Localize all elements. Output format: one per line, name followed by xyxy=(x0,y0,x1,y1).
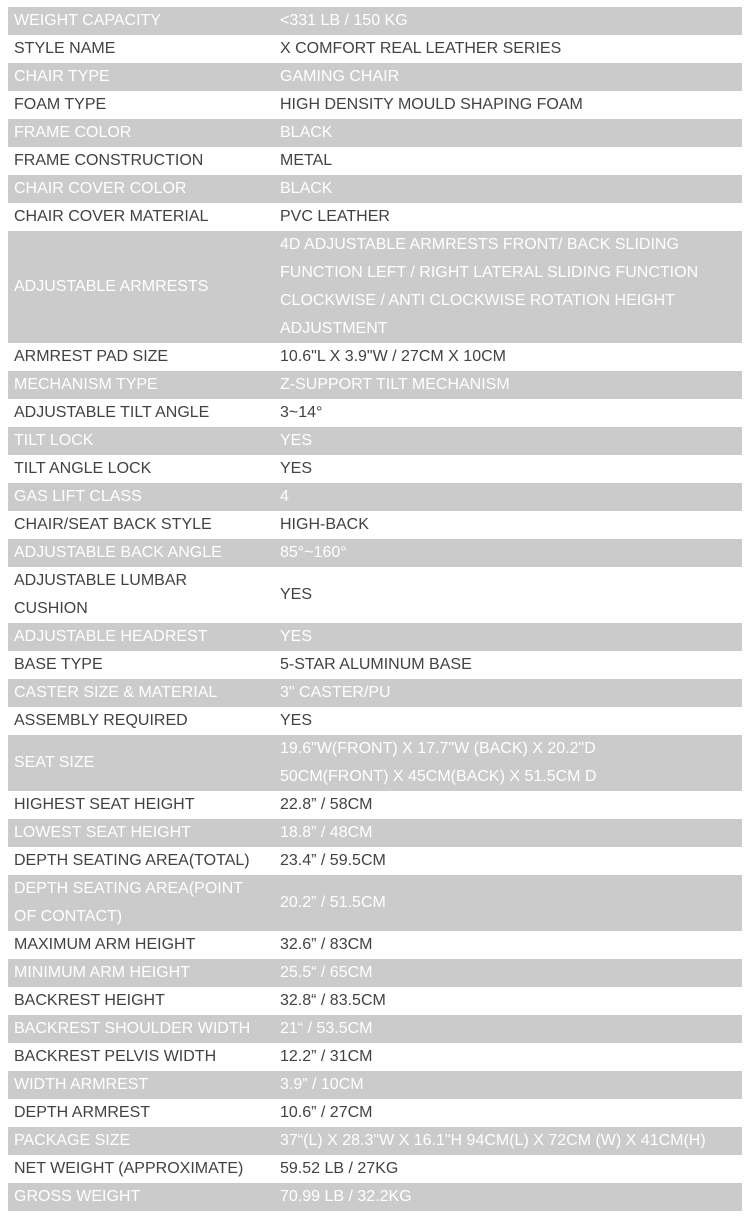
spec-label-line: MINIMUM ARM HEIGHT xyxy=(14,964,190,981)
spec-value xyxy=(268,455,742,483)
spec-row xyxy=(8,63,742,91)
spec-label-line: CHAIR TYPE xyxy=(14,68,110,85)
spec-row xyxy=(8,35,742,63)
spec-value xyxy=(268,875,742,931)
spec-row xyxy=(8,875,742,931)
spec-label xyxy=(8,987,268,1015)
spec-value-line: 3.9” / 10CM xyxy=(280,1076,364,1093)
spec-label-line: DEPTH ARMREST xyxy=(14,1104,151,1121)
spec-value-line: 19.6"W(FRONT) X 17.7"W (BACK) X 20.2"D xyxy=(280,740,596,757)
spec-value xyxy=(268,819,742,847)
spec-label-line: ASSEMBLY REQUIRED xyxy=(14,712,188,729)
spec-label-line: LOWEST SEAT HEIGHT xyxy=(14,824,191,841)
spec-value-line: YES xyxy=(280,460,313,477)
spec-row xyxy=(8,819,742,847)
spec-row xyxy=(8,707,742,735)
spec-label-line: ADJUSTABLE ARMRESTS xyxy=(14,278,209,295)
spec-value-line: FUNCTION LEFT / RIGHT LATERAL SLIDING FUNCTION xyxy=(280,264,699,281)
spec-label xyxy=(8,455,268,483)
spec-value xyxy=(268,735,742,791)
spec-label xyxy=(8,399,268,427)
spec-table-body xyxy=(8,7,742,1211)
spec-value xyxy=(268,987,742,1015)
spec-value-line: 50CM(FRONT) X 45CM(BACK) X 51.5CM D xyxy=(280,768,597,785)
spec-label xyxy=(8,931,268,959)
spec-value xyxy=(268,7,742,35)
spec-value-line: BLACK xyxy=(280,124,333,141)
spec-value-line: 3~14° xyxy=(280,404,323,421)
spec-row xyxy=(8,203,742,231)
spec-value xyxy=(268,399,742,427)
spec-value xyxy=(268,539,742,567)
spec-label-line: TILT LOCK xyxy=(14,432,94,449)
spec-label-line: GAS LIFT CLASS xyxy=(14,488,142,505)
spec-row xyxy=(8,1099,742,1127)
spec-row xyxy=(8,1127,742,1155)
spec-label-line: SEAT SIZE xyxy=(14,754,95,771)
spec-label xyxy=(8,1043,268,1071)
spec-value-line: 25.5“ / 65CM xyxy=(280,964,373,981)
spec-value-line: BLACK xyxy=(280,180,333,197)
spec-label xyxy=(8,203,268,231)
spec-label xyxy=(8,511,268,539)
spec-row xyxy=(8,987,742,1015)
spec-value-line: GAMING CHAIR xyxy=(280,68,400,85)
spec-row xyxy=(8,399,742,427)
spec-row xyxy=(8,343,742,371)
spec-value-line: <331 LB / 150 KG xyxy=(280,12,408,29)
spec-label-line: WIDTH ARMREST xyxy=(14,1076,149,1093)
spec-label xyxy=(8,1099,268,1127)
spec-value xyxy=(268,847,742,875)
spec-row xyxy=(8,91,742,119)
spec-value-line: YES xyxy=(280,432,313,449)
spec-value-line: 22.8” / 58CM xyxy=(280,796,373,813)
spec-row xyxy=(8,931,742,959)
spec-label xyxy=(8,791,268,819)
spec-label xyxy=(8,91,268,119)
spec-value-line: 4 xyxy=(280,488,289,505)
spec-value-line: 3" CASTER/PU xyxy=(280,684,391,701)
spec-value xyxy=(268,35,742,63)
spec-label xyxy=(8,7,268,35)
spec-value-line: YES xyxy=(280,712,313,729)
spec-label-line: FOAM TYPE xyxy=(14,96,107,113)
spec-label xyxy=(8,343,268,371)
spec-value xyxy=(268,1071,742,1099)
spec-label-line: FRAME CONSTRUCTION xyxy=(14,152,204,169)
spec-value-line: CLOCKWISE / ANTI CLOCKWISE ROTATION HEIGHT xyxy=(280,292,675,309)
spec-label-line: BASE TYPE xyxy=(14,656,103,673)
spec-label xyxy=(8,483,268,511)
spec-row xyxy=(8,623,742,651)
spec-value-line: 23.4” / 59.5CM xyxy=(280,852,386,869)
spec-row xyxy=(8,119,742,147)
spec-label xyxy=(8,1015,268,1043)
spec-value xyxy=(268,1155,742,1183)
spec-value-line: 12.2” / 31CM xyxy=(280,1048,373,1065)
spec-value-line: 21“ / 53.5CM xyxy=(280,1020,373,1037)
spec-row xyxy=(8,147,742,175)
spec-label xyxy=(8,735,268,791)
spec-label-line: CUSHION xyxy=(14,600,88,617)
spec-label xyxy=(8,819,268,847)
spec-value xyxy=(268,1015,742,1043)
spec-label xyxy=(8,623,268,651)
spec-row xyxy=(8,231,742,343)
spec-label-line: ARMREST PAD SIZE xyxy=(14,348,169,365)
spec-value xyxy=(268,511,742,539)
spec-label-line: DEPTH SEATING AREA(TOTAL) xyxy=(14,852,250,869)
spec-value-line: 4D ADJUSTABLE ARMRESTS FRONT/ BACK SLIDING xyxy=(280,236,679,253)
spec-label xyxy=(8,371,268,399)
spec-label-line: FRAME COLOR xyxy=(14,124,132,141)
spec-value-line: Z-SUPPORT TILT MECHANISM xyxy=(280,376,510,393)
spec-value xyxy=(268,959,742,987)
spec-label xyxy=(8,175,268,203)
spec-value xyxy=(268,1127,742,1155)
spec-row xyxy=(8,175,742,203)
spec-label-line: CASTER SIZE & MATERIAL xyxy=(14,684,218,701)
spec-label xyxy=(8,1071,268,1099)
spec-value xyxy=(268,679,742,707)
spec-label xyxy=(8,1127,268,1155)
spec-label xyxy=(8,567,268,623)
spec-value xyxy=(268,63,742,91)
spec-value-line: 70.99 LB / 32.2KG xyxy=(280,1188,412,1205)
spec-row xyxy=(8,959,742,987)
spec-row xyxy=(8,539,742,567)
spec-value-line: ADJUSTMENT xyxy=(280,320,388,337)
spec-value-line: 59.52 LB / 27KG xyxy=(280,1160,399,1177)
spec-value xyxy=(268,203,742,231)
spec-value-line: 18.8” / 48CM xyxy=(280,824,373,841)
spec-row xyxy=(8,483,742,511)
spec-label xyxy=(8,875,268,931)
spec-table xyxy=(8,7,742,1211)
spec-value xyxy=(268,91,742,119)
spec-value xyxy=(268,567,742,623)
spec-label xyxy=(8,707,268,735)
spec-label-line: OF CONTACT) xyxy=(14,908,123,925)
spec-label-line: HIGHEST SEAT HEIGHT xyxy=(14,796,195,813)
spec-value xyxy=(268,147,742,175)
spec-label-line: MAXIMUM ARM HEIGHT xyxy=(14,936,196,953)
spec-row xyxy=(8,1043,742,1071)
spec-label-line: MECHANISM TYPE xyxy=(14,376,158,393)
spec-value-line: PVC LEATHER xyxy=(280,208,390,225)
spec-label-line: ADJUSTABLE HEADREST xyxy=(14,628,208,645)
spec-label xyxy=(8,959,268,987)
spec-value-line: YES xyxy=(280,628,313,645)
spec-label-line: CHAIR COVER MATERIAL xyxy=(14,208,209,225)
spec-value-line: X COMFORT REAL LEATHER SERIES xyxy=(280,40,562,57)
spec-value-line: 37“(L) X 28.3"W X 16.1"H 94CM(L) X 72CM (W) X 41CM(H) xyxy=(280,1132,706,1149)
spec-value-line: HIGH-BACK xyxy=(280,516,369,533)
spec-value-line: 85°~160° xyxy=(280,544,347,561)
spec-label-line: GROSS WEIGHT xyxy=(14,1188,141,1205)
spec-value-line: YES xyxy=(280,586,313,603)
spec-row xyxy=(8,7,742,35)
spec-value xyxy=(268,175,742,203)
spec-label xyxy=(8,1183,268,1211)
spec-label-line: BACKREST HEIGHT xyxy=(14,992,165,1009)
spec-value-line: 5-STAR ALUMINUM BASE xyxy=(280,656,472,673)
spec-label-line: BACKREST SHOULDER WIDTH xyxy=(14,1020,251,1037)
spec-value xyxy=(268,343,742,371)
spec-label xyxy=(8,1155,268,1183)
spec-value-line: 10.6"L X 3.9"W / 27CM X 10CM xyxy=(280,348,506,365)
spec-value-line: HIGH DENSITY MOULD SHAPING FOAM xyxy=(280,96,583,113)
spec-row xyxy=(8,735,742,791)
spec-value xyxy=(268,651,742,679)
spec-value xyxy=(268,231,742,343)
spec-label-line: CHAIR COVER COLOR xyxy=(14,180,187,197)
spec-value-line: 32.8“ / 83.5CM xyxy=(280,992,386,1009)
spec-value xyxy=(268,1043,742,1071)
spec-label-line: WEIGHT CAPACITY xyxy=(14,12,161,29)
spec-row xyxy=(8,427,742,455)
spec-value xyxy=(268,427,742,455)
spec-label-line: PACKAGE SIZE xyxy=(14,1132,131,1149)
spec-label-line: CHAIR/SEAT BACK STYLE xyxy=(14,516,212,533)
spec-label xyxy=(8,427,268,455)
spec-value-line: 10.6” / 27CM xyxy=(280,1104,373,1121)
spec-row xyxy=(8,1155,742,1183)
spec-row xyxy=(8,567,742,623)
spec-value xyxy=(268,371,742,399)
spec-value xyxy=(268,623,742,651)
spec-row xyxy=(8,1071,742,1099)
spec-value xyxy=(268,1099,742,1127)
spec-label-line: ADJUSTABLE TILT ANGLE xyxy=(14,404,210,421)
spec-label-line: ADJUSTABLE BACK ANGLE xyxy=(14,544,222,561)
spec-label-line: TILT ANGLE LOCK xyxy=(14,460,152,477)
spec-value xyxy=(268,791,742,819)
spec-label xyxy=(8,679,268,707)
spec-row xyxy=(8,455,742,483)
spec-row xyxy=(8,1015,742,1043)
spec-value-line: 20.2” / 51.5CM xyxy=(280,894,386,911)
spec-value xyxy=(268,483,742,511)
spec-label-line: STYLE NAME xyxy=(14,40,116,57)
spec-row xyxy=(8,847,742,875)
spec-label xyxy=(8,147,268,175)
spec-label-line: ADJUSTABLE LUMBAR xyxy=(14,572,188,589)
spec-label xyxy=(8,847,268,875)
spec-label xyxy=(8,231,268,343)
spec-label xyxy=(8,63,268,91)
spec-row xyxy=(8,791,742,819)
spec-row xyxy=(8,511,742,539)
spec-value-line: 32.6” / 83CM xyxy=(280,936,373,953)
spec-row xyxy=(8,1183,742,1211)
spec-row xyxy=(8,651,742,679)
spec-label-line: NET WEIGHT (APPROXIMATE) xyxy=(14,1160,244,1177)
spec-label-line: DEPTH SEATING AREA(POINT xyxy=(14,880,244,897)
spec-value-line: METAL xyxy=(280,152,333,169)
spec-row xyxy=(8,371,742,399)
spec-value xyxy=(268,119,742,147)
spec-label xyxy=(8,35,268,63)
spec-label xyxy=(8,119,268,147)
spec-label-line: BACKREST PELVIS WIDTH xyxy=(14,1048,217,1065)
spec-value xyxy=(268,1183,742,1211)
spec-label xyxy=(8,539,268,567)
spec-label xyxy=(8,651,268,679)
spec-value xyxy=(268,707,742,735)
spec-value xyxy=(268,931,742,959)
spec-row xyxy=(8,679,742,707)
